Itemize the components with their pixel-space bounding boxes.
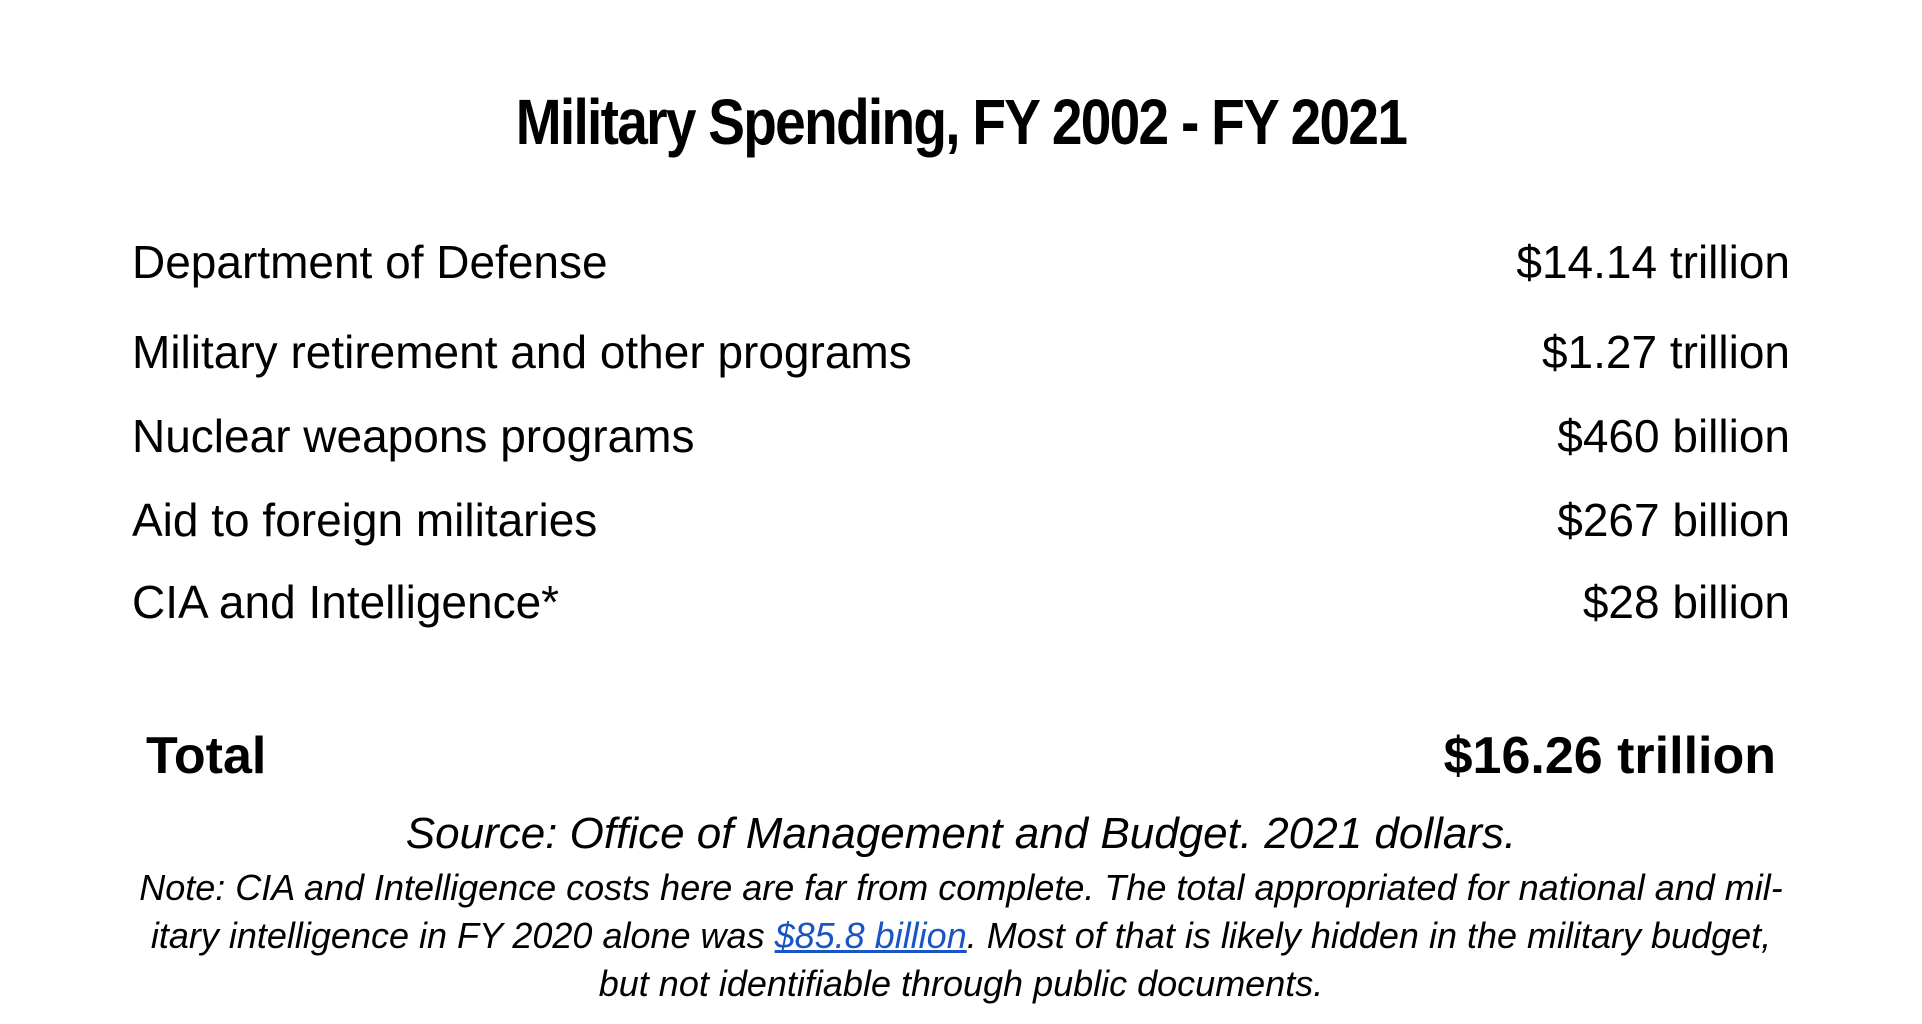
row-label: CIA and Intelligence* [132, 576, 560, 628]
row-label: Nuclear weapons programs [132, 410, 695, 462]
total-value: $16.26 trillion [1443, 727, 1776, 785]
source-note: Source: Office of Management and Budget. 2021 dollars. [405, 809, 1517, 858]
row-label: Department of Defense [132, 236, 608, 288]
row-value: $267 billion [1557, 494, 1790, 546]
row-value: $460 billion [1557, 410, 1790, 462]
intelligence-budget-link[interactable]: $85.8 billion [774, 915, 967, 956]
spending-row-military-retirement [132, 322, 1790, 382]
footnote-line-2-suffix: . Most of that is likely hidden in the military budget, [966, 915, 1772, 956]
footnote [28, 864, 1894, 1008]
row-label: Aid to foreign militaries [132, 494, 598, 546]
footnote-line-1: Note: CIA and Intelligence costs here are far from complete. The total appropriated for national and mil- [139, 867, 1783, 908]
spending-row-foreign-aid [132, 490, 1790, 550]
page-title: Military Spending, FY 2002 - FY 2021 [515, 86, 1407, 158]
row-value: $1.27 trillion [1541, 326, 1790, 378]
row-label: Military retirement and other programs [132, 326, 912, 378]
footnote-line-3: but not identifiable through public documents. [598, 963, 1324, 1004]
row-value: $28 billion [1582, 576, 1790, 628]
total-label: Total [146, 727, 267, 785]
spending-row-defense [132, 232, 1790, 292]
spending-row-cia-intelligence [132, 572, 1790, 632]
spending-row-nuclear-weapons [132, 406, 1790, 466]
row-value: $14.14 trillion [1516, 236, 1790, 288]
total-row [146, 724, 1776, 788]
footnote-line-2-prefix: itary intelligence in FY 2020 alone was [150, 915, 775, 956]
footnote-line-2 [28, 912, 1894, 960]
